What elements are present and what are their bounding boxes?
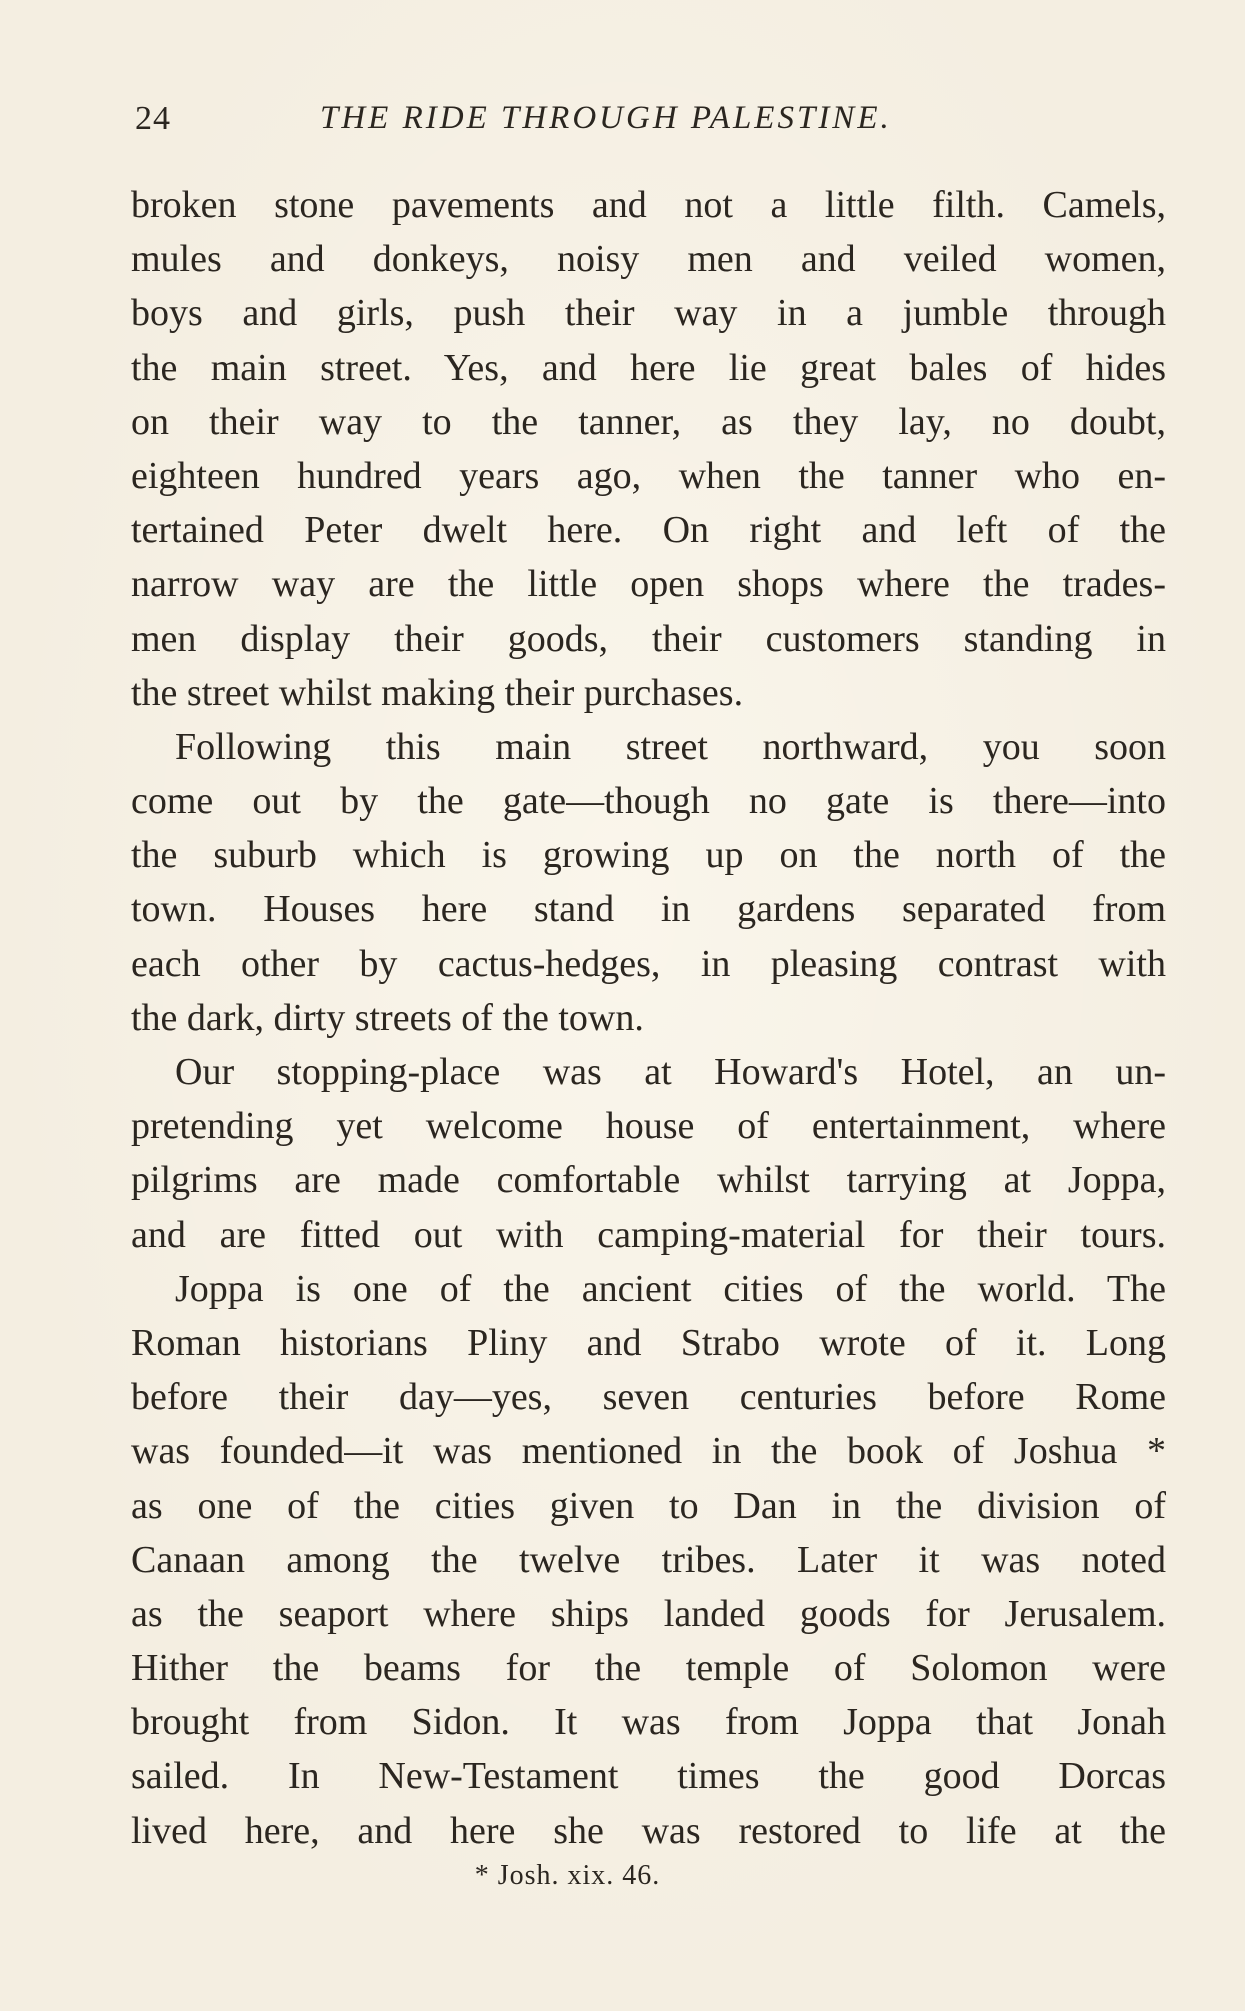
text-line: Our stopping-place was at Howard's Hotel, an un- <box>175 1051 1166 1093</box>
footnote <box>0 1860 1245 1892</box>
text-line: Following this main street northward, you soon <box>175 725 1166 768</box>
text-line: come out by the gate—though no gate is there—into <box>131 780 1166 823</box>
text-line: brought from Sidon. It was from Joppa that Jonah <box>131 1701 1166 1744</box>
footnote-text: * Josh. xix. 46. <box>474 1860 661 1891</box>
text-line: Roman historians Pliny and Strabo wrote of it. Long <box>131 1321 1166 1364</box>
text-line: was founded—it was mentioned in the book of Joshua * <box>131 1430 1166 1473</box>
page-number: 24 <box>135 100 171 137</box>
text-line: the street whilst making their purchases. <box>131 671 744 714</box>
running-head <box>135 100 1165 148</box>
text-line: Joppa is one of the ancient cities of the world. The <box>175 1267 1166 1310</box>
text-line: Canaan among the twelve tribes. Later it was noted <box>131 1538 1166 1581</box>
text-line: and are fitted out with camping-material for their tours. <box>131 1213 1166 1256</box>
text-line: town. Houses here stand in gardens separated from <box>131 888 1166 931</box>
running-title: THE RIDE THROUGH PALESTINE. <box>320 100 892 136</box>
text-line: men display their goods, their customers standing in <box>131 617 1166 660</box>
text-line: the suburb which is growing up on the north of the <box>131 834 1166 877</box>
text-line: as the seaport where ships landed goods for Jerusalem. <box>131 1592 1166 1635</box>
text-line: narrow way are the little open shops where the trades- <box>131 563 1166 606</box>
text-line: the dark, dirty streets of the town. <box>131 996 644 1039</box>
text-line: before their day—yes, seven centuries before Rome <box>131 1376 1166 1419</box>
body-text <box>131 178 1166 1858</box>
text-line: broken stone pavements and not a little filth. Camels, <box>131 184 1166 226</box>
text-line: on their way to the tanner, as they lay, no doubt, <box>131 400 1166 443</box>
text-line: eighteen hundred years ago, when the tanner who en- <box>131 454 1166 497</box>
text-line: as one of the cities given to Dan in the division of <box>131 1484 1166 1527</box>
text-line: mules and donkeys, noisy men and veiled women, <box>131 238 1166 281</box>
text-line: pretending yet welcome house of entertainment, where <box>131 1105 1166 1148</box>
text-line: the main street. Yes, and here lie great bales of hides <box>131 346 1166 389</box>
text-line: each other by cactus-hedges, in pleasing contrast with <box>131 942 1166 985</box>
text-line: boys and girls, push their way in a jumble through <box>131 292 1166 335</box>
text-line: tertained Peter dwelt here. On right and left of the <box>131 509 1166 552</box>
text-line: Hither the beams for the temple of Solomon were <box>131 1647 1166 1690</box>
text-line: sailed. In New-Testament times the good Dorcas <box>131 1755 1166 1798</box>
text-line: pilgrims are made comfortable whilst tarrying at Joppa, <box>131 1159 1166 1202</box>
text-line: lived here, and here she was restored to life at the <box>131 1809 1166 1852</box>
